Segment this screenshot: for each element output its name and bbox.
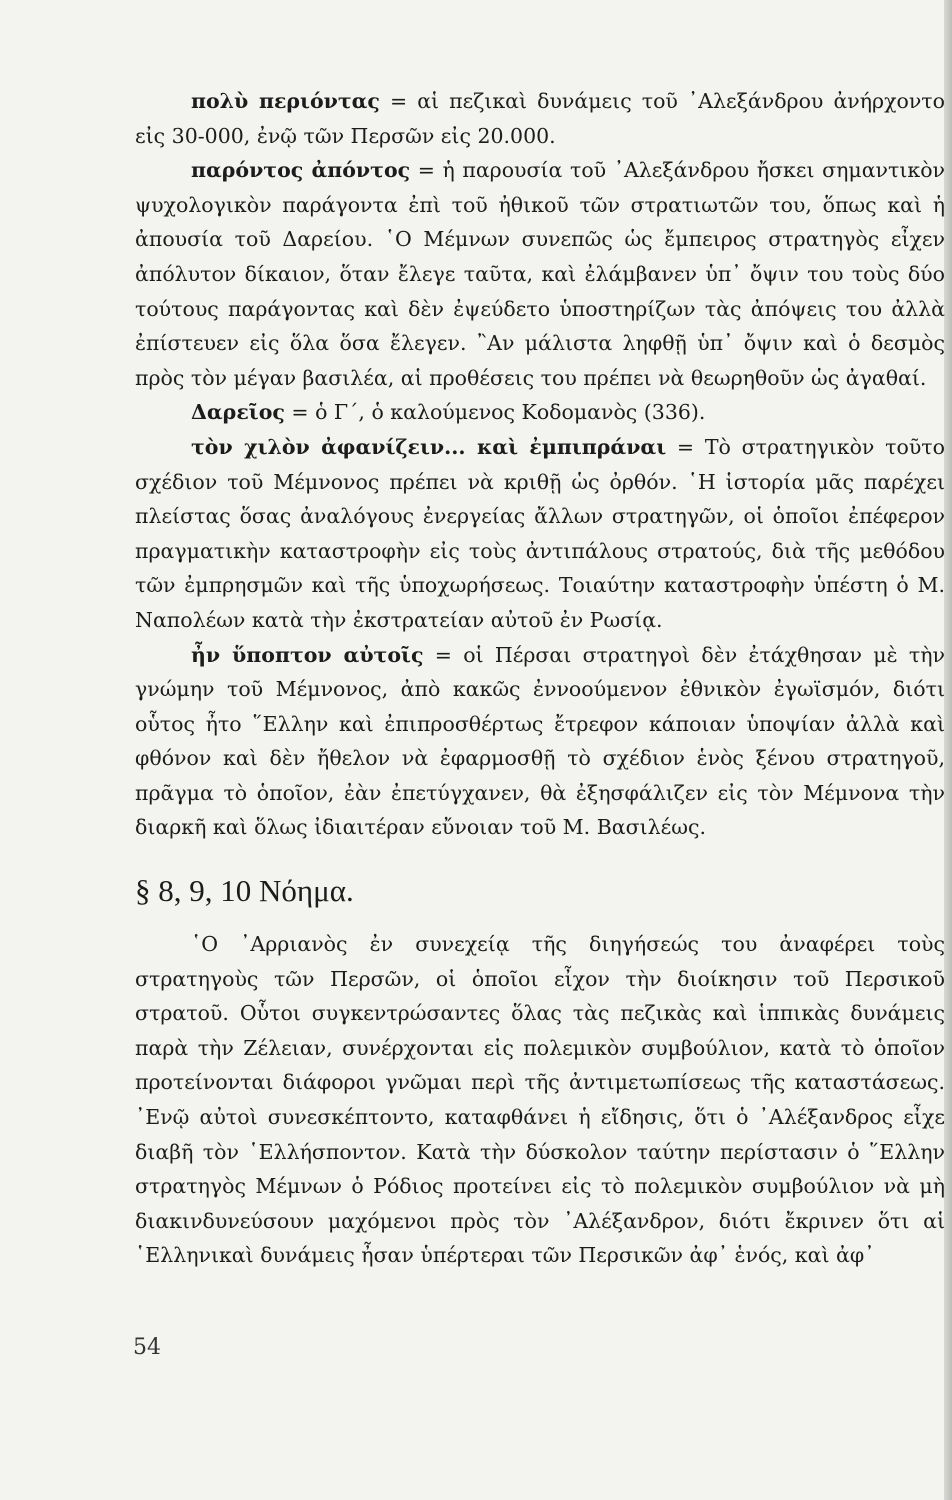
gloss-term: παρόντος ἀπόντος bbox=[191, 158, 411, 183]
gloss-separator: = bbox=[666, 434, 705, 459]
body-paragraph: ῾Ο ᾽Αρριανὸς ἐν συνεχείᾳ τῆς διηγήσεώς του ἀναφέρει τοὺς στρατηγοὺς τῶν Περσῶν, οἱ ὁποῖοι εἶχον τὴν διοίκησιν τοῦ Περσικοῦ στρατοῦ. Οὗτοι συγκεντρώσαντες ὅλας τὰς πεζικὰς καὶ ἱππικὰς δυνάμεις παρὰ τὴν Ζέλειαν, συνέρχονται εἰς πολεμικὸν συμβούλιον, κατὰ τὸ ὁποῖον προτείνονται διάφοροι γνῶμαι περὶ τῆς ἀντιμετωπίσεως τῆς καταστάσεως. ᾽Ενῷ αὐτοὶ συνεσκέπτοντο, καταφθάνει ἡ εἴδησις, ὅτι ὁ ᾽Αλέξανδρος εἶχε διαβῆ τὸν ῾Ελλήσποντον. Κατὰ τὴν δύσκολον ταύτην περίστασιν ὁ ῞Ελλην στρατηγὸς Μέμνων ὁ Ρόδιος προτείνει εἰς τὸ πολεμικὸν συμβούλιον νὰ μὴ διακινδυνεύσουν μαχόμενοι πρὸς τὸν ᾽Αλέξανδρον, διότι ἔκρινεν ὅτι αἱ ῾Ελληνικαὶ δυνάμεις ἦσαν ὑπέρτεραι τῶν Περσικῶν ἀφ᾽ ἑνός, καὶ ἀφ᾽ bbox=[135, 932, 945, 1268]
gloss-term: ἦν ὕποπτον αὐτοῖς bbox=[191, 642, 424, 667]
gloss-entry bbox=[135, 153, 945, 395]
gloss-term: Δαρεῖος bbox=[191, 400, 285, 425]
gloss-entry bbox=[135, 84, 945, 153]
page-number: 54 bbox=[133, 1335, 161, 1360]
gloss-entry bbox=[135, 638, 945, 846]
gloss-text: ὁ Γ΄, ὁ καλούμενος Κοδομανὸς (336). bbox=[315, 400, 706, 425]
page-text bbox=[135, 84, 945, 1273]
gloss-text: ἡ παρουσία τοῦ ᾽Αλεξάνδρου ἤσκει σημαντικὸν ψυχολογικὸν παράγοντα ἐπὶ τοῦ ἠθικοῦ τῶν στρατιωτῶν του, ὅπως καὶ ἡ ἀπουσία τοῦ Δαρείου. ῾Ο Μέμνων συνεπῶς ὡς ἔμπειρος στρατηγὸς εἶχεν ἀπόλυτον δίκαιον, ὅταν ἔλεγε ταῦτα, καὶ ἐλάμβανεν ὑπ᾽ ὄψιν του τοὺς δύο τούτους παράγοντας καὶ δὲν ἐψεύδετο ὑποστηρίζων τὰς ἀπόψεις του ἀλλὰ ἐπίστευεν εἰς ὅλα ὅσα ἔλεγεν. ῍Αν μάλιστα ληφθῇ ὑπ᾽ ὄψιν καὶ ὁ δεσμὸς πρὸς τὸν μέγαν βασιλέα, αἱ προθέσεις του πρέπει νὰ θεωρηθοῦν ὡς ἀγαθαί. bbox=[135, 158, 945, 390]
gloss-separator: = bbox=[379, 89, 418, 113]
gloss-term: τὸν χιλὸν ἀφανίζειν... καὶ ἐμπιπράναι bbox=[191, 434, 667, 459]
section-heading: § 8, 9, 10 Νόημα. bbox=[135, 873, 354, 909]
gloss-text: οἱ Πέρσαι στρατηγοὶ δὲν ἐτάχθησαν μὲ τὴν γνώμην τοῦ Μέμνονος, ἀπὸ κακῶς ἐννοούμενον ἐθνικὸν ἐγωϊσμόν, διότι οὗτος ἦτο ῞Ελλην καὶ ἐπιπροσθέρτως ἔτρεφον κάποιαν ὑποψίαν ἀλλὰ καὶ φθόνον καὶ δὲν ἤθελον νὰ ἐφαρμοσθῇ τὸ σχέδιον ἑνὸς ξένου στρατηγοῦ, πρᾶγμα τὸ ὁποῖον, ἐὰν ἐπετύγχανεν, θὰ ἐξησφάλιζεν εἰς τὸν Μέμνονα τὴν διαρκῆ καὶ ὅλως ἰδιαιτέραν εὔνοιαν τοῦ Μ. Βασιλέως. bbox=[135, 642, 945, 840]
gloss-text: Τὸ στρατηγικὸν τοῦτο σχέδιον τοῦ Μέμνονος πρέπει νὰ κριθῇ ὡς ὀρθόν. ῾Η ἱστορία μᾶς παρέχει πλείστας ὅσας ἀναλόγους ἐνεργείας ἄλλων στρατηγῶν, οἱ ὁποῖοι ἐπέφερον πραγματικὴν καταστροφὴν εἰς τοὺς ἀντιπάλους στρατούς, διὰ τῆς μεθόδου τῶν ἐμπρησμῶν καὶ τῆς ὑποχωρήσεως. Τοιαύτην καταστροφὴν ὑπέστη ὁ Μ. Ναπολέων κατὰ τὴν ἐκστρατείαν αὐτοῦ ἐν Ρωσίᾳ. bbox=[135, 434, 945, 632]
gloss-separator: = bbox=[423, 642, 464, 667]
gloss-term: πολὺ περιόντας bbox=[191, 89, 380, 113]
page-edge-shadow bbox=[944, 0, 952, 1500]
gloss-separator: = bbox=[284, 400, 316, 425]
gloss-entry bbox=[135, 430, 945, 638]
gloss-text: αἱ πεζικαὶ δυνάμεις τοῦ ᾽Αλεξάνδρου ἀνήρχοντο εἰς 30-000, ἐνῷ τῶν Περσῶν εἰς 20.000. bbox=[135, 89, 945, 148]
gloss-entry bbox=[135, 395, 945, 430]
gloss-separator: = bbox=[410, 158, 443, 183]
